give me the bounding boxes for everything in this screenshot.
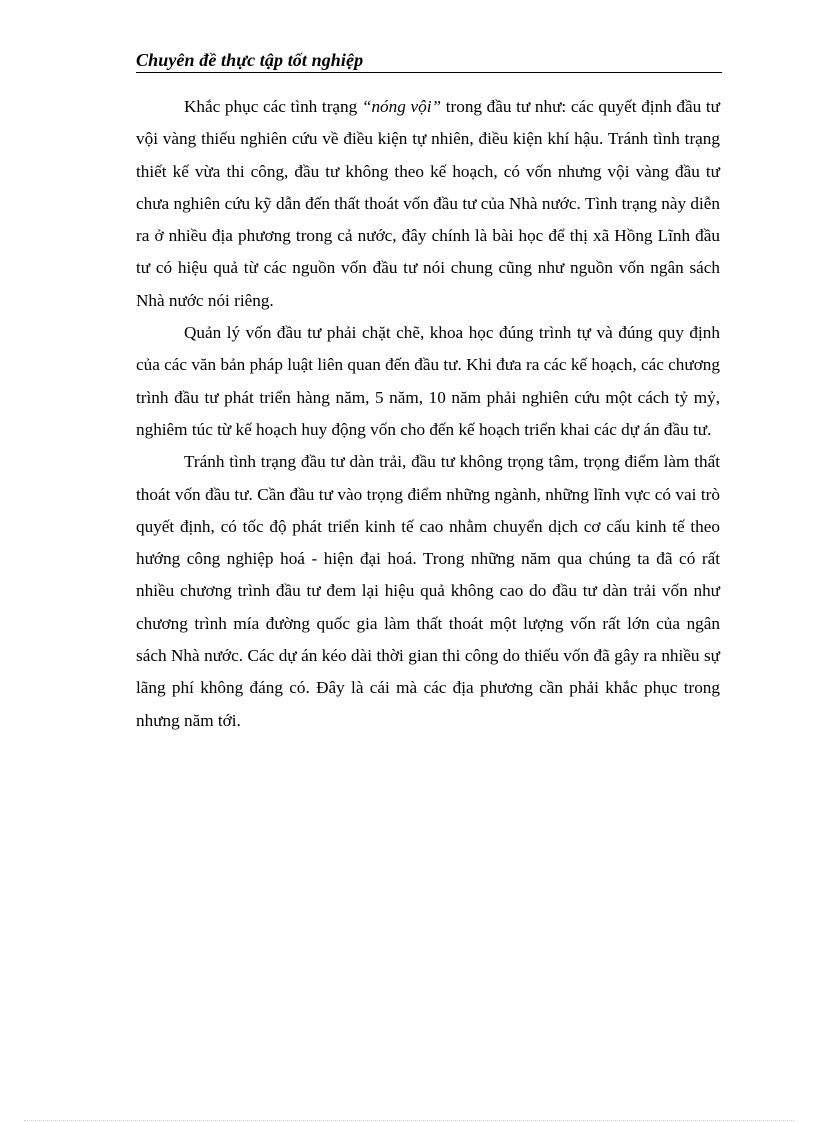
page-bottom-divider (24, 1120, 794, 1121)
page-header (136, 48, 722, 73)
paragraph-3: Tránh tình trạng đầu tư dàn trải, đầu tư không trọng tâm, trọng điểm làm thất thoát vốn đầu tư. Cần đầu tư vào trọng điểm những ngành, những lĩnh vực có vai trò quyết định, có tốc độ phát triển kinh tế cao nhằm chuyển dịch cơ cấu kinh tế theo hướng công nghiệp hoá - hiện đại hoá. Trong những năm qua chúng ta đã có rất nhiều chương trình đầu tư đem lại hiệu quả không cao do đầu tư dàn trải vốn như chương trình mía đường quốc gia làm thất thoát một lượng vốn rất lớn của ngân sách Nhà nước. Các dự án kéo dài thời gian thi công do thiếu vốn đã gây ra nhiều sự lãng phí không đáng có. Đây là cái mà các địa phương cần phải khắc phục trong nhưng năm tới. (136, 452, 720, 730)
header-title: Chuyên đề thực tập tốt nghiệp (136, 50, 364, 70)
paragraph-1-text-start: Khắc phục các tình trạng (184, 97, 362, 116)
paragraph-1-emphasis: “nóng vội” (361, 97, 442, 116)
paragraph-2: Quản lý vốn đầu tư phải chặt chẽ, khoa học đúng trình tự và đúng quy định của các văn bản pháp luật liên quan đến đầu tư. Khi đưa ra các kế hoạch, các chương trình đầu tư phát triển hàng năm, 5 năm, 10 năm phải nghiên cứu một cách tỷ mỷ, nghiêm túc từ kế hoạch huy động vốn cho đến kế hoạch triển khai các dự án đầu tư. (136, 323, 720, 439)
paragraph-1-text-end: trong đầu tư như: các quyết định đầu tư vội vàng thiếu nghiên cứu về điều kiện tự nhiên, điều kiện khí hậu. Tránh tình trạng thiết kế vừa thi công, đầu tư không theo kế hoạch, có vốn nhưng vội vàng đầu tư chưa nghiên cứu kỹ dẫn đến thất thoát vốn đầu tư của Nhà nước. Tình trạng này diễn ra ở nhiều địa phương trong cả nước, đây chính là bài học để thị xã Hồng Lĩnh đầu tư có hiệu quả từ các nguồn vốn đầu tư nói chung cũng như nguồn vốn ngân sách Nhà nước nói riêng. (136, 97, 720, 310)
document-body (136, 91, 720, 737)
paragraph-1 (136, 91, 720, 317)
